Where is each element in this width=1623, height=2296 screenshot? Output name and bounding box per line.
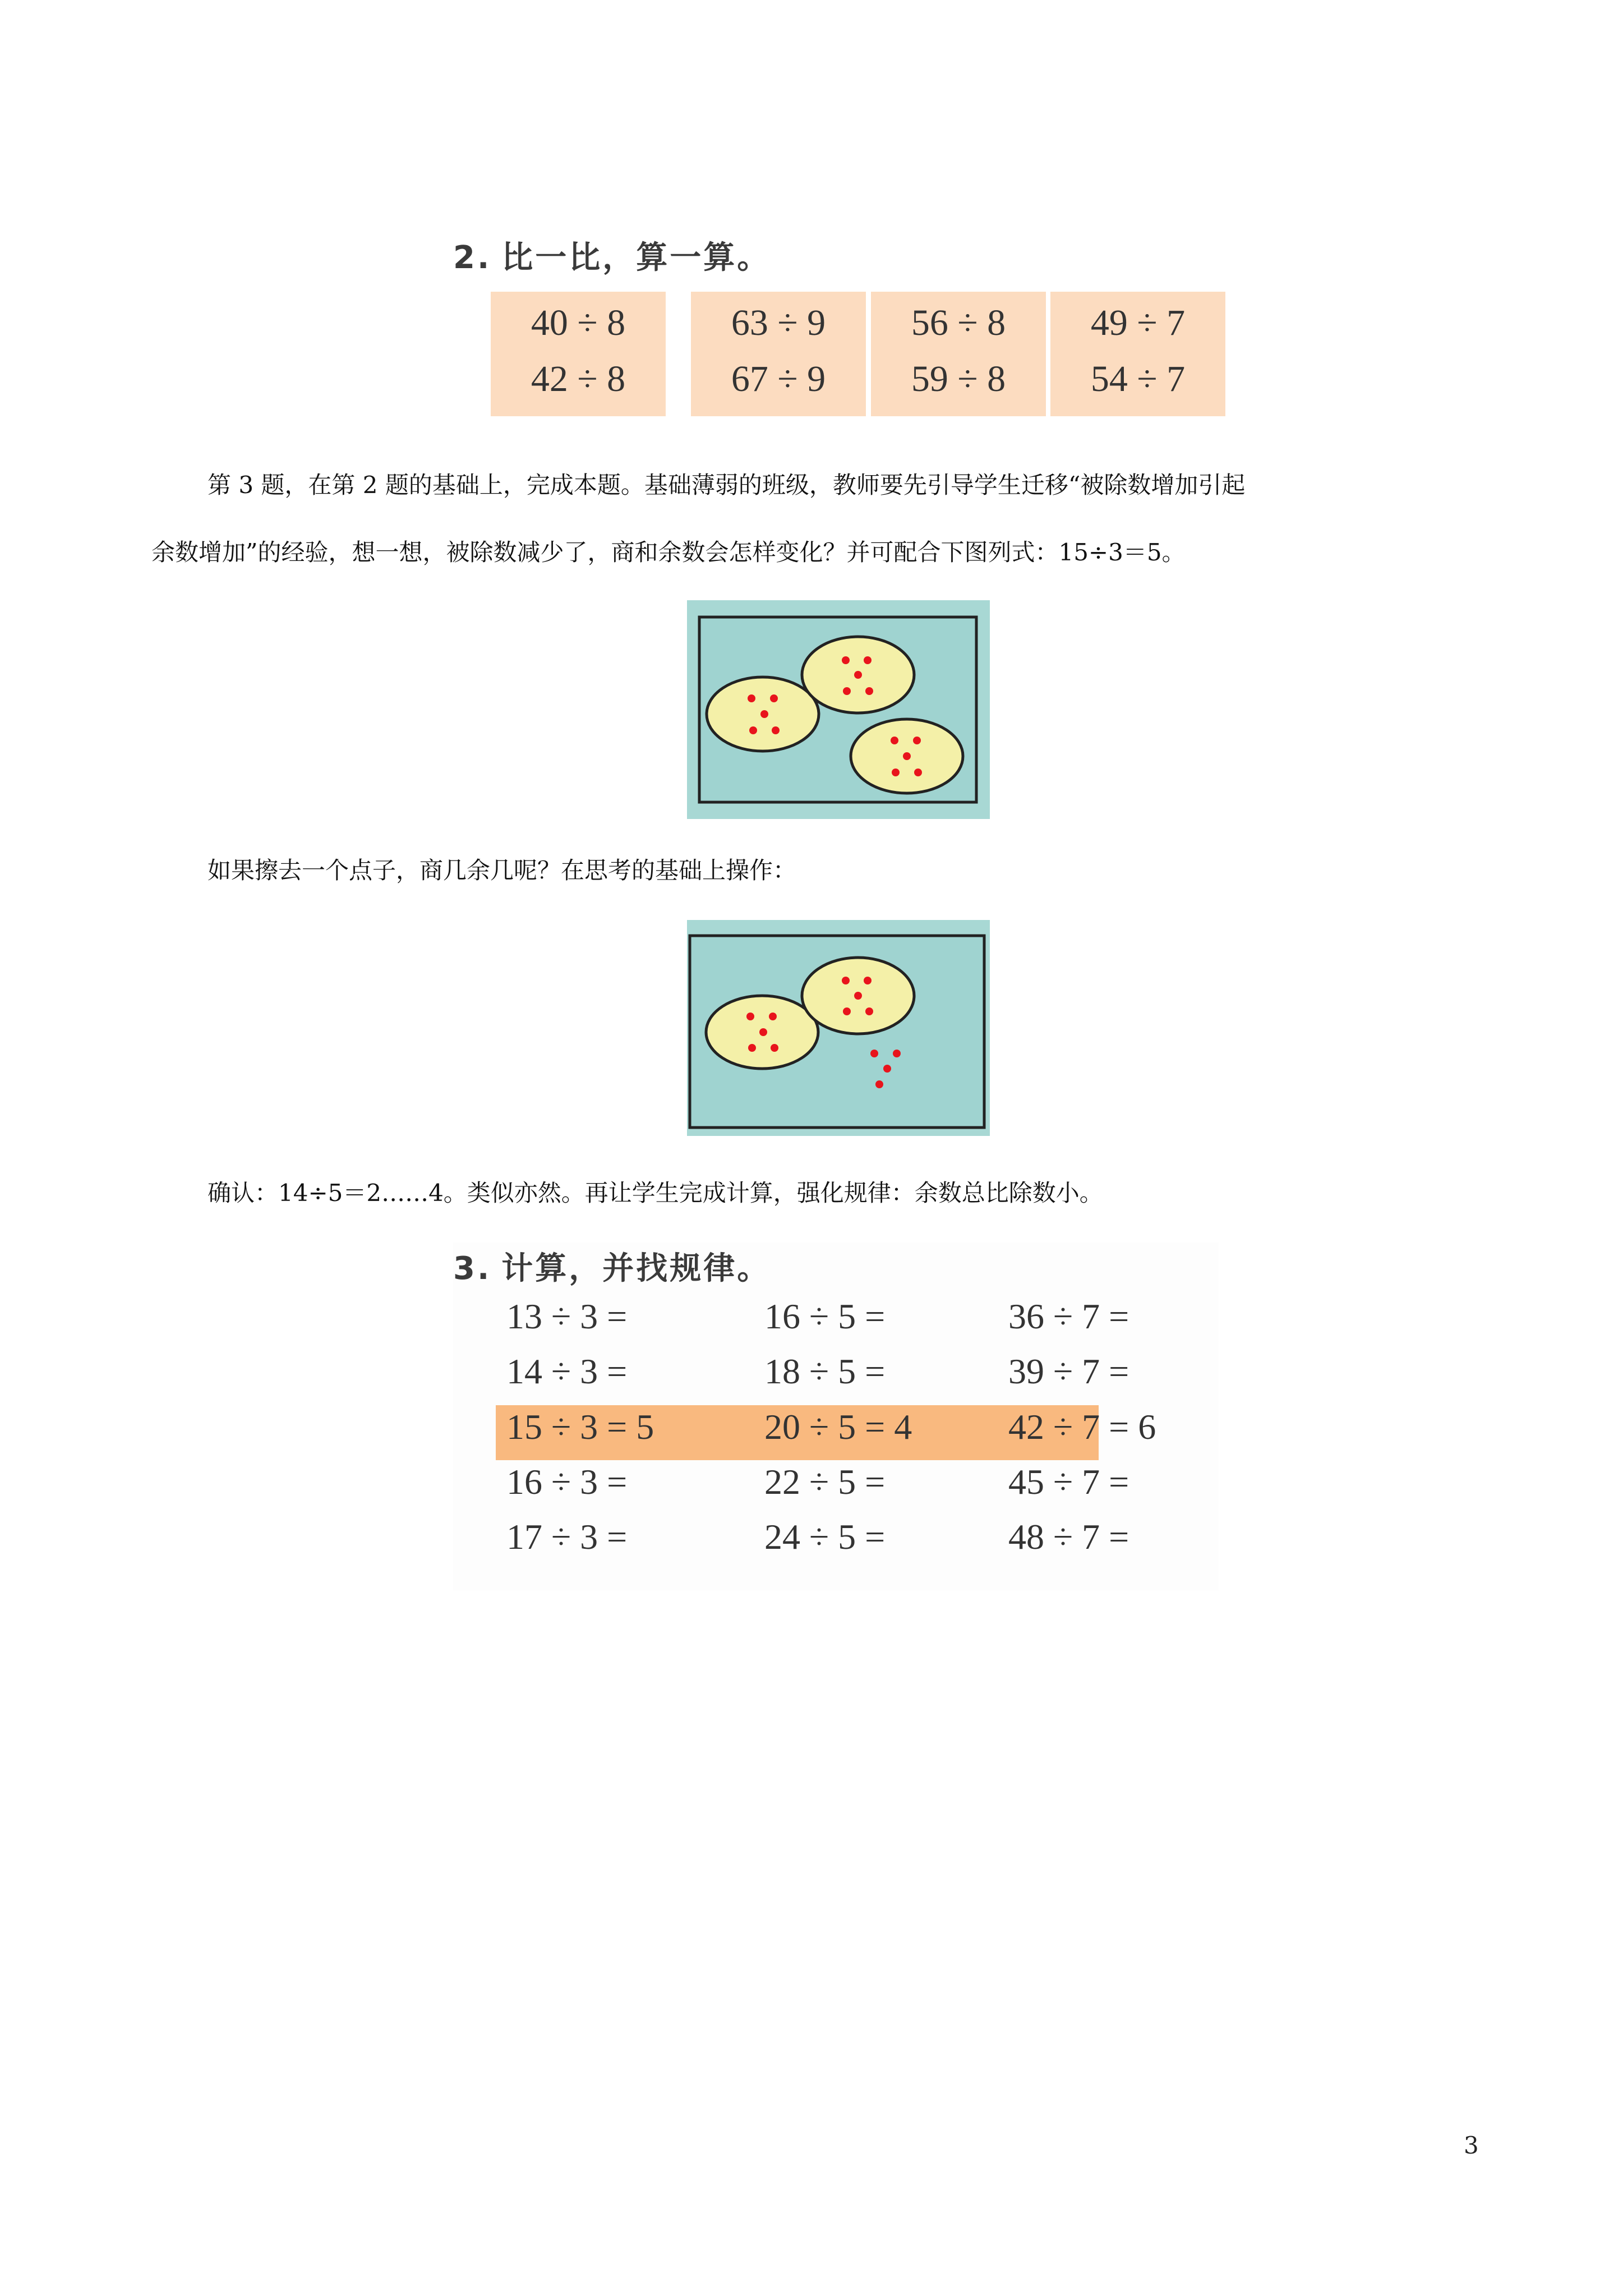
remainder-dot — [883, 1065, 891, 1073]
dot — [843, 1007, 851, 1015]
compare-box — [691, 292, 866, 416]
dot — [772, 726, 780, 734]
paragraph-line: 第 3 题，在第 2 题的基础上，完成本题。基础薄弱的班级，教师要先引导学生迁移“被除数增加引起 — [208, 471, 1246, 499]
compare-bottom: 54 ÷ 7 — [1090, 358, 1186, 399]
remainder-dot — [893, 1050, 901, 1057]
paragraph-line: 如果擦去一个点子，商几余几呢？在思考的基础上操作： — [208, 857, 797, 884]
compare-box — [491, 292, 666, 416]
compare-box — [871, 292, 1046, 416]
dot — [746, 1013, 754, 1020]
compare-bottom: 42 ÷ 8 — [531, 358, 626, 399]
exercise-3-title — [453, 1244, 771, 1289]
dot — [748, 1044, 756, 1052]
calc-item: 45 ÷ 7 = — [1008, 1462, 1129, 1502]
compare-top: 56 ÷ 8 — [911, 302, 1006, 343]
dot — [913, 737, 921, 744]
paragraph-line: 余数增加”的经验，想一想，被除数减少了，商和余数会怎样变化？并可配合下图列式：15÷3＝5。 — [151, 539, 1186, 566]
exercise-2-title — [453, 233, 771, 278]
calc-item-answered: 15 ÷ 3 = 5 — [506, 1407, 654, 1447]
dot — [891, 737, 898, 744]
dot — [771, 1044, 778, 1052]
compare-bottom: 67 ÷ 9 — [731, 358, 826, 399]
dot — [748, 694, 755, 702]
calc-item: 39 ÷ 7 = — [1008, 1351, 1129, 1391]
dot — [864, 656, 872, 664]
dot — [854, 671, 862, 679]
dot — [892, 769, 900, 776]
dot — [760, 710, 768, 718]
compare-top: 40 ÷ 8 — [531, 302, 626, 343]
calc-item: 16 ÷ 3 = — [506, 1462, 628, 1502]
calc-item: 18 ÷ 5 = — [764, 1351, 886, 1391]
paragraph-line: 确认：14÷5＝2……4。类似亦然。再让学生完成计算，强化规律：余数总比除数小。 — [208, 1179, 1103, 1207]
calc-item: 13 ÷ 3 = — [506, 1296, 628, 1336]
dot — [843, 687, 851, 695]
calc-item: 14 ÷ 3 = — [506, 1351, 628, 1391]
remainder-dot — [870, 1050, 878, 1057]
page-number: 3 — [1464, 2132, 1479, 2159]
compare-top: 63 ÷ 9 — [731, 302, 826, 343]
compare-box — [1050, 292, 1225, 416]
dot — [842, 977, 850, 984]
dots-figure-two-groups-remainder — [687, 920, 990, 1136]
calc-item: 24 ÷ 5 = — [764, 1517, 886, 1557]
exercise-2-number: 2. — [453, 240, 492, 276]
calc-item: 48 ÷ 7 = — [1008, 1517, 1129, 1557]
calc-item: 22 ÷ 5 = — [764, 1462, 886, 1502]
dot — [842, 656, 850, 664]
dot — [865, 1007, 873, 1015]
calc-item-answered: 42 ÷ 7 = 6 — [1008, 1407, 1156, 1447]
remainder-dot — [875, 1080, 883, 1088]
dot — [759, 1028, 767, 1036]
exercise-2-heading: 比一比，算一算。 — [501, 240, 771, 276]
dot — [903, 752, 911, 760]
dot — [854, 992, 862, 1000]
dot — [914, 769, 922, 776]
exercise-3 — [453, 1243, 1219, 1590]
compare-bottom: 59 ÷ 8 — [911, 358, 1006, 399]
calc-item: 36 ÷ 7 = — [1008, 1296, 1129, 1336]
dot — [865, 687, 873, 695]
dot — [769, 1013, 777, 1020]
dot — [749, 726, 757, 734]
calc-item: 17 ÷ 3 = — [506, 1517, 628, 1557]
dot — [864, 977, 872, 984]
dots-figure-three-groups — [687, 600, 990, 819]
exercise-3-number: 3. — [453, 1250, 492, 1287]
calc-item: 16 ÷ 5 = — [764, 1296, 886, 1336]
calc-item-answered: 20 ÷ 5 = 4 — [764, 1407, 912, 1447]
exercise-3-heading: 计算，并找规律。 — [501, 1250, 771, 1287]
dot — [770, 694, 778, 702]
exercise-2 — [0, 0, 1623, 426]
compare-top: 49 ÷ 7 — [1090, 302, 1186, 343]
